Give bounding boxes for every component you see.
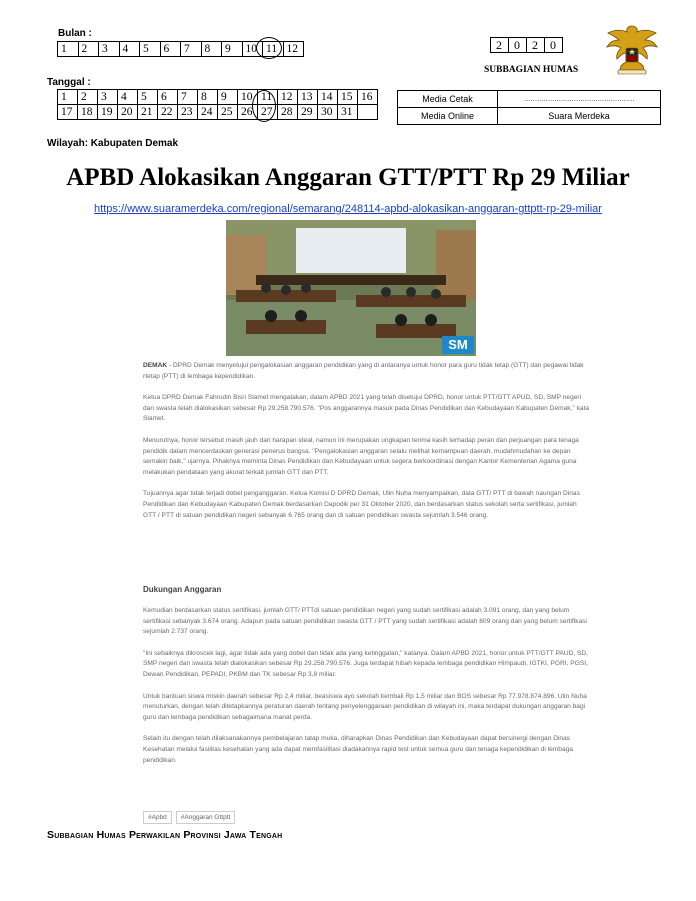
month-cell: 12 — [283, 42, 304, 57]
date-cell: 25 — [218, 105, 238, 120]
garuda-emblem-logo — [602, 20, 662, 80]
date-cell: 28 — [278, 105, 298, 120]
article-url-link[interactable]: https://www.suaramerdeka.com/regional/semarang/248114-apbd-alokasikan-anggaran-gttptt-rp-29-miliar — [94, 203, 602, 215]
article-body-continued — [143, 606, 591, 777]
date-cell: 31 — [338, 105, 358, 120]
month-cell: 11 — [263, 42, 284, 57]
month-cell: 2 — [78, 42, 99, 57]
article-body — [143, 361, 591, 532]
month-cell: 5 — [140, 42, 161, 57]
media-online-value: Suara Merdeka — [498, 108, 661, 125]
month-cell: 8 — [201, 42, 222, 57]
dateline: DEMAK — [143, 362, 168, 369]
paragraph: Selain itu dengan telah dilaksanakannya pembelajaran tatap muka, diharapkan Dinas Pendidikan dan Kebudayaan dapat bersinergi dengan Dinas Kesehatan melalui fasilitas kesehatan yang ada dapat memfasilitasi diadakannya rapid test untuk semua guru dan tenaga kependidikan di lembaga pendidikan. — [143, 735, 573, 764]
paragraph — [143, 361, 591, 382]
date-cell: 4 — [118, 90, 138, 105]
date-cell: 7 — [178, 90, 198, 105]
bulan-label: Bulan : — [58, 28, 92, 39]
article-photo — [226, 220, 476, 356]
year-box — [490, 37, 563, 53]
selected-month-circle — [256, 37, 282, 59]
date-cell: 11 — [258, 90, 278, 105]
date-cell: 3 — [98, 90, 118, 105]
date-cell: 22 — [158, 105, 178, 120]
date-cell: 21 — [138, 105, 158, 120]
date-cell: 2 — [78, 90, 98, 105]
date-cell: 17 — [58, 105, 78, 120]
date-cell: 18 — [78, 105, 98, 120]
paragraph-text: - DPRD Demak menyetujui pengalokasian anggaran pendidikan yang di antaranya untuk honor para guru tidak tetap (GTT) dan pegawai tidak rtetap (PTT) di lembaga kependidikan. — [143, 362, 584, 380]
month-cell: 9 — [222, 42, 243, 57]
date-cell: 20 — [118, 105, 138, 120]
paragraph: Kemudian berdasarkan status sertifikasi, jumlah GTT/ PTTdi satuan pendidikan negeri yang sudah sertifikasi adalah 3.091 orang, dan yang belum sertifikasi sebanyak 3.674 orang. Adapun pada satuan pendidikan swasta GTT / PTT yang sudah sertifikasi adalah 809 orang dan yang belum sertifikasi sejumlah 2.737 orang. — [143, 607, 588, 636]
tag-anggaran-gttptt[interactable]: #Anggaran Gttptt — [176, 811, 236, 824]
date-cell: 29 — [298, 105, 318, 120]
month-cell: 1 — [58, 42, 79, 57]
paragraph: Ketua DPRD Demak Fahrudin Bisri Slamet mengatakan, dalam APBD 2021 yang telah disetujui DPRD, honor untuk PTT/GTT APUD, SD, SMP negeri dan swasta telah dialokasikan sebesar Rp 29.258.790.576. "Pos anggarannya masuk pada Dinas Pendidikan dan Kebudayaan Kabupaten Demak," kata Slamet. — [143, 394, 590, 423]
media-cetak-value: …………………………………………… — [498, 91, 661, 108]
date-cell: 27 — [258, 105, 278, 120]
paragraph: Tujuannya agar tidak terjadi dobel penganggaran. Ketua Komisi D DPRD Demak, Ulin Nuha menyampaikan, data GTT/ PTT di bawah naungan Dinas Pendidikan dan Kebudayaan Kabupaten Demak berdasarkan Dapodik per 31 Oktober 2020, dan berdasarkan status sekolah serta sertifikasi, jumlah GTT / PTT di satuan pendidikan negeri sebanyak 6.765 orang dan di satuan pendidikan swasta sejumlah 3.546 orang. — [143, 490, 580, 519]
month-cell: 3 — [99, 42, 120, 57]
media-cetak-label: Media Cetak — [398, 91, 498, 108]
date-cell: 16 — [358, 90, 378, 105]
article-headline: APBD Alokasikan Anggaran GTT/PTT Rp 29 Miliar — [66, 164, 630, 191]
date-cell: 9 — [218, 90, 238, 105]
year-digit: 2 — [527, 38, 545, 53]
department-label: SUBBAGIAN HUMAS — [484, 65, 579, 75]
media-table — [397, 90, 661, 125]
date-cell: 26 — [238, 105, 258, 120]
year-digit: 0 — [509, 38, 527, 53]
date-cell: 13 — [298, 90, 318, 105]
month-cell: 4 — [119, 42, 140, 57]
paragraph: Menurutnya, honor tersebut masih jauh dari harapan ideal, namun ini merupakan ungkapan terima kasih terhadap peran dan perjuangan para tenaga pendidik dalam mencerdaskan generasi penerus bangsa. "Pengalokasian anggaran selalu melihat kemampuan daerah, mudahmudahan ke depan semakin baik," ujarnya. Pihaknya meminta Dinas Pendidikan dan Kebudayaan untuk segera berkoordinasi dengan Kantor Kementerian Agama guna melakukan pendataan yang akurat terkait jumlah GTT dan PTT. — [143, 436, 579, 476]
date-cell: 10 — [238, 90, 258, 105]
date-cell — [358, 105, 378, 120]
subheading: Dukungan Anggaran — [143, 585, 222, 594]
paragraph: "Ini sebaiknya dikroscek lagi, agar tidak ada yang dobel dan tidak ada yang ketinggalan," katanya. Dalam APBD 2021, honor untuk PTT/GTT PAUD, SD, SMP negeri dan swasta telah dialokasikan sebesar Rp 29.258.790.576. Juga terdapat hibah kepada lembaga pendidikan Himpaudi, IGTKI, PGRI, PGSI, Dewan Pendidikan, PEPADI, PKBM dan TK sebesar Rp 3,8 miliar. — [143, 649, 589, 678]
year-digit: 0 — [545, 38, 563, 53]
sm-logo: SM — [442, 336, 474, 354]
year-digit: 2 — [491, 38, 509, 53]
date-cell: 8 — [198, 90, 218, 105]
date-cell: 23 — [178, 105, 198, 120]
month-cell: 10 — [242, 42, 263, 57]
month-cell: 7 — [181, 42, 202, 57]
wilayah-label: Wilayah: Kabupaten Demak — [47, 138, 179, 149]
tag-apbd[interactable]: #Apbd — [143, 811, 172, 824]
media-online-label: Media Online — [398, 108, 498, 125]
date-cell: 6 — [158, 90, 178, 105]
date-cell: 12 — [278, 90, 298, 105]
month-cell: 6 — [160, 42, 181, 57]
date-cell: 30 — [318, 105, 338, 120]
date-grid — [57, 89, 378, 120]
selected-date-circle — [252, 90, 276, 122]
paragraph: Untuk bantuan siswa miskin daerah sebesar Rp 2,4 miliar, beasiswa ayo sekolah kembali Rp 1,5 miliar dan BOS sebesar Rp 77.978.874.896. Ulin Nuha menuturkan, dengan telah ditetapkannya peraturan daerah tentang penyelenggaraan pendidikan di wilayah ini, maka terdapat dukungan anggaran bagi guru dan lembaga pendidikan sebagaimana manat perda. — [143, 692, 587, 721]
date-cell: 14 — [318, 90, 338, 105]
date-cell: 19 — [98, 105, 118, 120]
date-cell: 15 — [338, 90, 358, 105]
date-cell: 5 — [138, 90, 158, 105]
date-cell: 24 — [198, 105, 218, 120]
tag-list — [143, 806, 239, 824]
tanggal-label: Tanggal : — [47, 77, 91, 88]
date-cell: 1 — [58, 90, 78, 105]
footer-text: Subbagian Humas Perwakilan Provinsi Jawa Tengah — [47, 829, 283, 841]
